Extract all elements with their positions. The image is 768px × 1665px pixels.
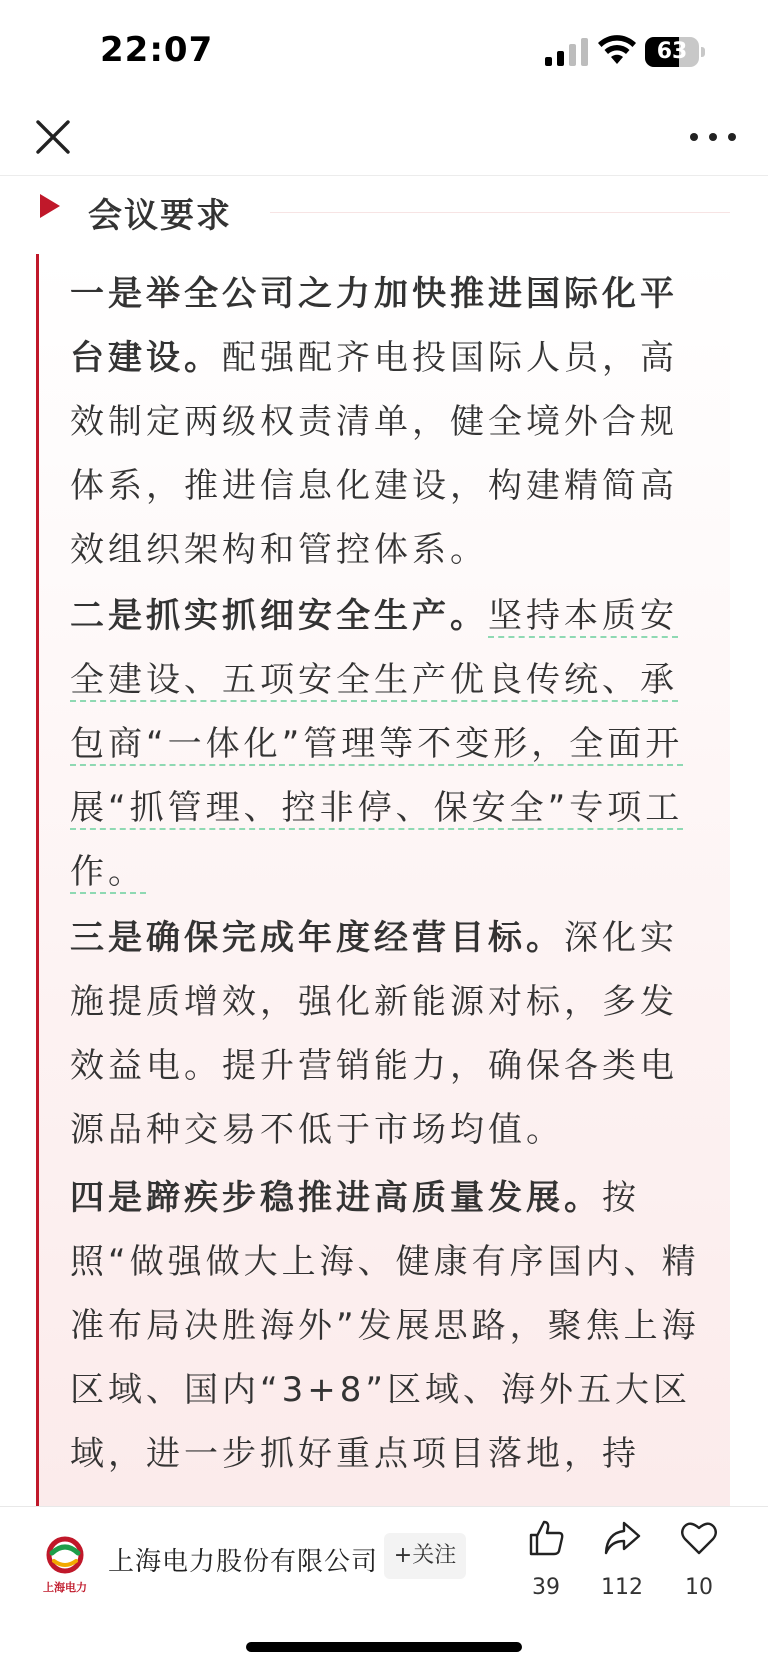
requirements-block <box>36 254 730 1506</box>
article-content <box>0 176 768 1506</box>
home-indicator[interactable] <box>246 1642 522 1652</box>
paragraph-lead: 三是确保完成年度经营目标。 <box>70 918 564 958</box>
paragraph-text: 按照“做强做大上海、健康有序国内、精准布局决胜海外”发展思路，聚焦上海区域、国内“3+8”区域、海外五大区域，进一步抓好重点项目落地，持 <box>70 1178 700 1474</box>
underlined-text: 作。 <box>70 852 146 892</box>
underlined-text: 展“抓管理、控非停、保安全”专项工 <box>70 788 684 828</box>
share-count: 112 <box>601 1575 643 1600</box>
logo-mark-icon <box>38 1535 92 1579</box>
status-time: 22:07 <box>100 30 214 70</box>
company-logo[interactable] <box>38 1535 92 1595</box>
status-bar <box>0 0 768 100</box>
paragraph-lead: 一是举全公司之力加快推进国际化平台建设。 <box>70 274 678 378</box>
battery-icon <box>645 37 705 67</box>
close-icon[interactable] <box>30 114 78 162</box>
paragraph-1 <box>70 262 710 582</box>
paragraph-text: 深化实施提质增效，强化新能源对标，多发效益电。提升营销能力，确保各类电源品种交易不低于市场均值。 <box>70 918 678 1150</box>
paragraph-text: 配强配齐电投国际人员，高效制定两级权责清单，健全境外合规体系，推进信息化建设，构建精简高效组织架构和管控体系。 <box>70 338 678 570</box>
underlined-text: 包商“一体化”管理等不变形，全面开 <box>70 724 684 764</box>
paragraph-lead: 四是蹄疾步稳推进高质量发展。 <box>70 1178 602 1218</box>
battery-level: 63 <box>656 39 688 64</box>
triangle-marker-icon <box>40 194 60 218</box>
section-title: 会议要求 <box>88 196 232 236</box>
follow-button[interactable]: +关注 <box>384 1533 466 1579</box>
section-header <box>0 176 768 246</box>
company-name[interactable]: 上海电力股份有限公司 <box>108 1547 379 1577</box>
bottom-action-bar <box>0 1506 768 1665</box>
section-divider <box>270 212 730 213</box>
paragraph-4 <box>70 1166 710 1486</box>
nav-bar <box>0 100 768 176</box>
like-count: 39 <box>532 1575 560 1600</box>
underlined-text: 全建设、五项安全生产优良传统、承 <box>70 660 678 700</box>
favorite-button[interactable] <box>664 1519 734 1615</box>
cellular-signal-icon <box>545 38 589 66</box>
paragraph-2 <box>70 584 710 904</box>
wifi-icon <box>598 34 636 64</box>
more-icon[interactable] <box>686 122 740 152</box>
heart-icon <box>680 1519 718 1557</box>
favorite-count: 10 <box>685 1575 713 1600</box>
like-button[interactable] <box>511 1519 581 1615</box>
logo-text: 上海电力 <box>43 1581 87 1594</box>
share-arrow-icon <box>603 1519 641 1557</box>
share-button[interactable] <box>587 1519 657 1615</box>
paragraph-lead: 二是抓实抓细安全生产。 <box>70 596 488 636</box>
underlined-text: 坚持本质安 <box>488 596 678 636</box>
thumbs-up-icon <box>527 1519 565 1557</box>
paragraph-3 <box>70 906 710 1162</box>
